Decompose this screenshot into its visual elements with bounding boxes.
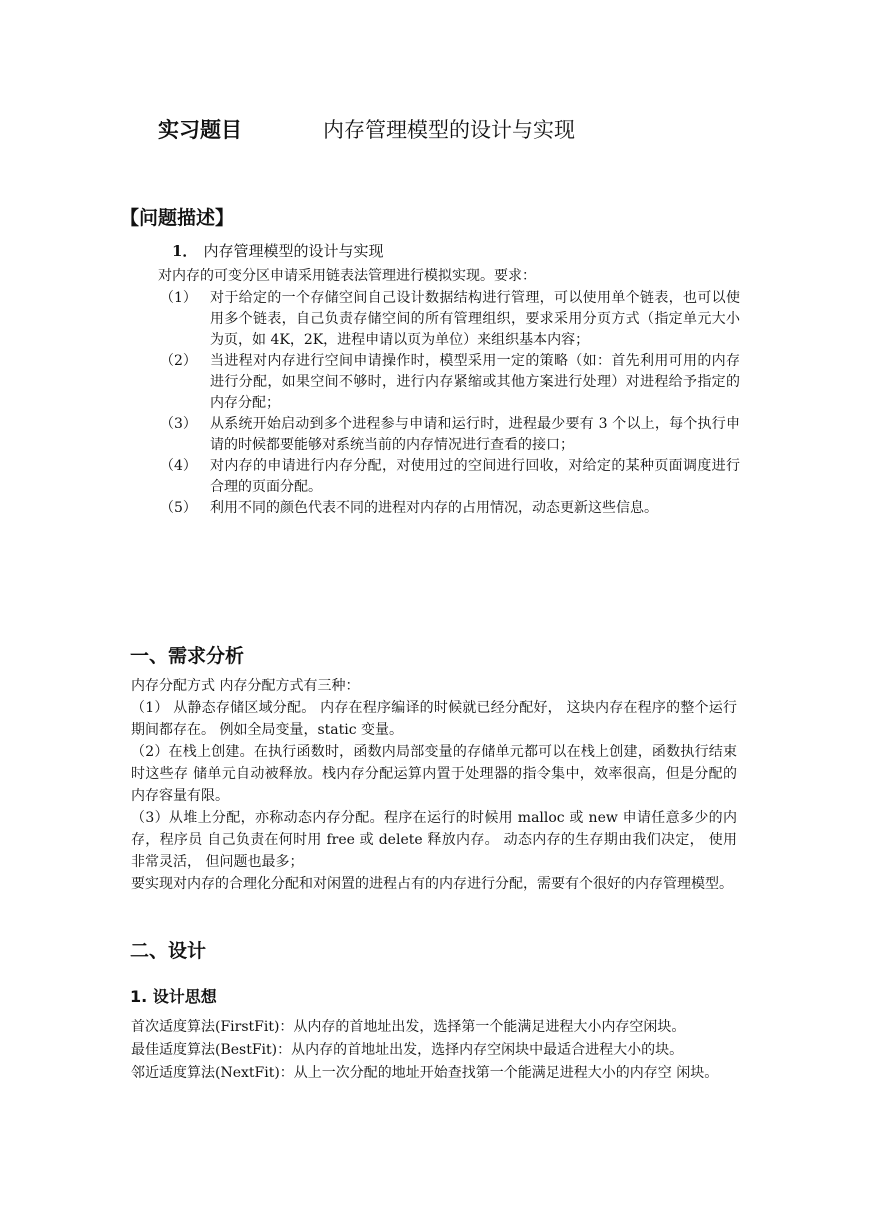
title-label: 实习题目	[158, 118, 242, 142]
design-subheading: 1. 设计思想	[130, 987, 217, 1006]
paragraph: （1） 从静态存储区域分配。 内存在程序编译的时候就已经分配好， 这块内存在程序的整个运行期间都存在。 例如全局变量，static 变量。	[131, 700, 737, 738]
list-item-text: 对内存的申请进行内存分配，对使用过的空间进行回收，对给定的某种页面调度进行合理的页面分配。	[210, 458, 740, 495]
paragraph: 最佳适度算法(BestFit)：从内存的首地址出发，选择内存空闲块中最适合进程大小的块。	[131, 1042, 684, 1058]
paragraph: 要实现对内存的合理化分配和对闲置的进程占有的内存进行分配，需要有个很好的内存管理模型。	[131, 876, 733, 892]
document-title	[158, 114, 575, 144]
problem-sub-title: 内存管理模型的设计与实现	[203, 242, 384, 260]
problem-intro: 对内存的可变分区申请采用链表法管理进行模拟实现。要求：	[158, 268, 536, 284]
design-heading: 二、设计	[130, 940, 207, 962]
list-item-number: （4）	[160, 458, 197, 474]
requirements-heading: 一、需求分析	[130, 645, 245, 667]
problem-subtitle	[172, 240, 383, 261]
list-item	[160, 414, 740, 456]
list-item-number: （3）	[160, 416, 197, 432]
list-item	[160, 288, 740, 351]
paragraph: 首次适度算法(FirstFit)：从内存的首地址出发，选择第一个能满足进程大小内存空闲块。	[131, 1019, 686, 1035]
paragraph: 内存分配方式 内存分配方式有三种：	[131, 678, 360, 694]
paragraph: （2）在栈上创建。在执行函数时，函数内局部变量的存储单元都可以在栈上创建，函数执行结束时这些存 储单元自动被释放。栈内存分配运算内置于处理器的指令集中，效率很高，但是分配的内存容量有限。	[131, 744, 737, 804]
list-item	[160, 498, 740, 519]
problem-heading: 【问题描述】	[120, 207, 235, 229]
list-item-text: 从系统开始启动到多个进程参与申请和运行时，进程最少要有 3 个以上，每个执行申请的时候都要能够对系统当前的内存情况进行查看的接口；	[210, 416, 740, 453]
paragraph: 邻近适度算法(NextFit)：从上一次分配的地址开始查找第一个能满足进程大小的内存空 闲块。	[131, 1065, 719, 1081]
list-item-text: 利用不同的颜色代表不同的进程对内存的占用情况，动态更新这些信息。	[210, 500, 658, 516]
design-body	[131, 1016, 737, 1085]
list-item-number: （2）	[160, 353, 197, 369]
list-item-text: 对于给定的一个存储空间自己设计数据结构进行管理，可以使用单个链表，也可以使用多个链表，自己负责存储空间的所有管理组织，要求采用分页方式（指定单元大小为页，如 4K，2K，进程申请以页为单位）来组织基本内容；	[210, 290, 740, 348]
list-item-number: （1）	[160, 290, 197, 306]
list-item-text: 当进程对内存进行空间申请操作时，模型采用一定的策略（如：首先利用可用的内存进行分配，如果空间不够时，进行内存紧缩或其他方案进行处理）对进程给予指定的内存分配；	[210, 353, 740, 411]
requirements-body	[131, 675, 737, 895]
list-item	[160, 456, 740, 498]
paragraph: （3）从堆上分配，亦称动态内存分配。程序在运行的时候用 malloc 或 new 申请任意多少的内存，程序员 自己负责在何时用 free 或 delete 释放内存。 动态内存的生存期由我们决定， 使用非常灵活， 但问题也最多；	[131, 810, 737, 870]
list-item-number: （5）	[160, 500, 197, 516]
title-text: 内存管理模型的设计与实现	[323, 118, 575, 142]
requirement-list	[160, 288, 740, 519]
problem-sub-number: 1．	[172, 242, 198, 260]
list-item	[160, 351, 740, 414]
